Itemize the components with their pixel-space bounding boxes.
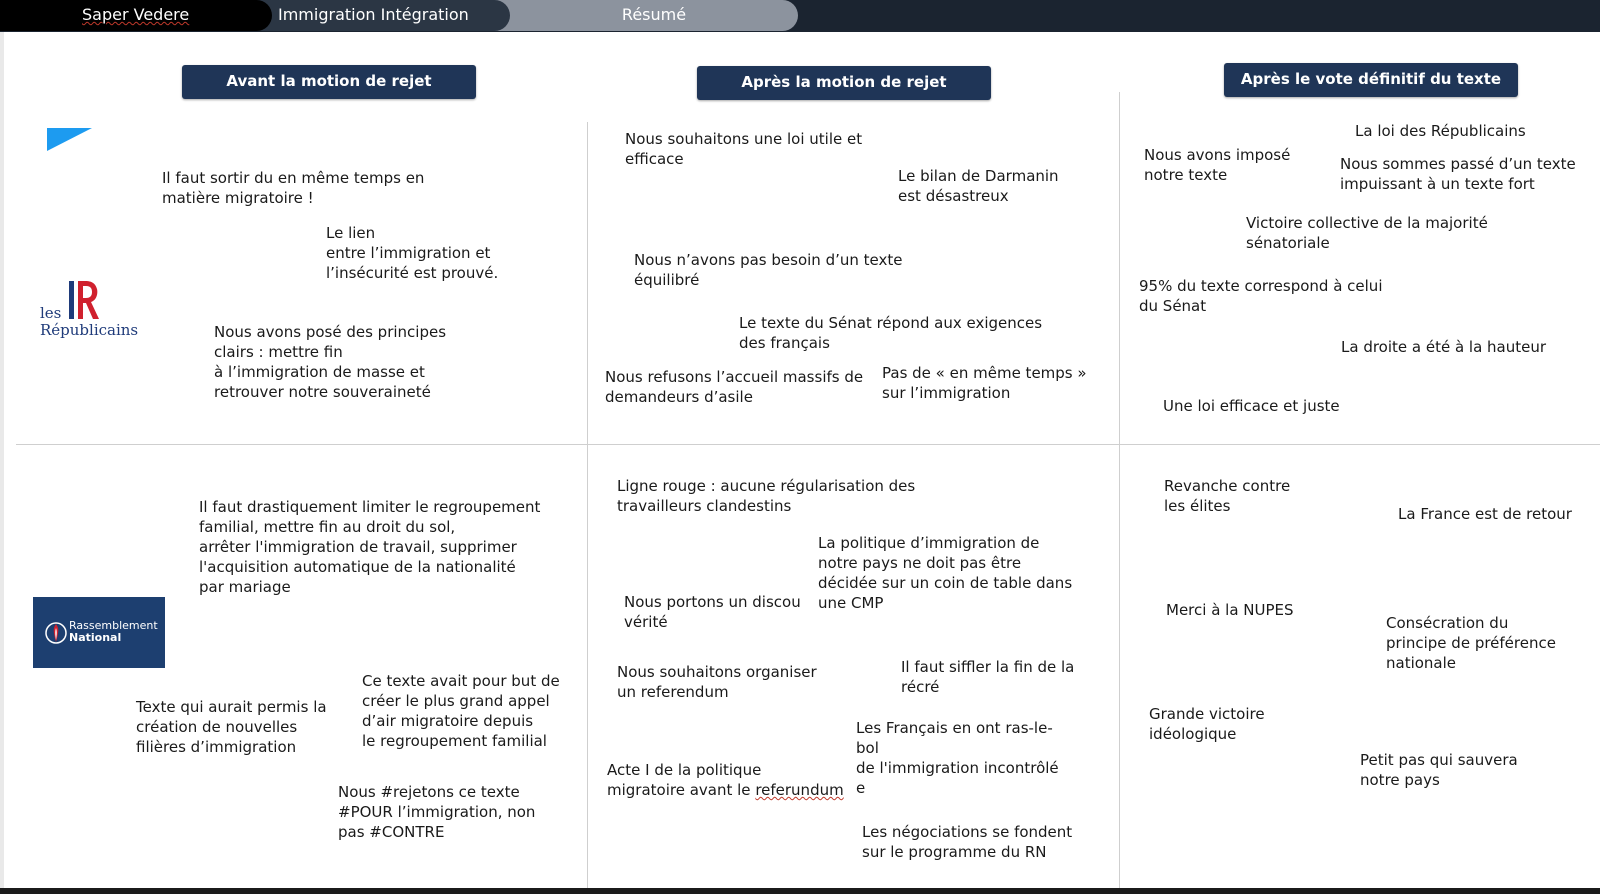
- column-divider-1: [587, 122, 588, 888]
- quote-rn-after-3: Nous portons un discou vérité: [624, 593, 801, 631]
- quote-rn-before-1: Il faut drastiquement limiter le regroupement familial, mettre fin au droit du sol, arrêter l'immigration de travail, supprimer l'acquisition automatique de la nationalité par mariage: [199, 498, 541, 596]
- quote-lr-final-2: Nous avons imposé notre texte: [1144, 146, 1291, 184]
- quote-lr-final-7: Une loi efficace et juste: [1163, 397, 1340, 415]
- tab-saper-vedere-label: Saper Vedere: [82, 5, 190, 24]
- quote-lr-final-3: Nous sommes passé d’un texte impuissant à un texte fort: [1340, 155, 1576, 193]
- rn-logo: [33, 597, 165, 668]
- quote-lr-after-5: Nous refusons l’accueil massifs de demandeurs d’asile: [605, 368, 864, 406]
- tab-immigration-integration[interactable]: [248, 0, 510, 31]
- quote-rn-after-5: Il faut siffler la fin de la récré: [901, 658, 1075, 696]
- quote-rn-after-4: Nous souhaitons organiser un referendum: [617, 663, 817, 701]
- quote-lr-after-6: Pas de « en même temps » sur l’immigration: [882, 364, 1087, 402]
- quote-lr-after-1: Nous souhaitons une loi utile et efficace: [625, 130, 863, 168]
- lr-logo-republicains: Républicains: [40, 321, 139, 339]
- quote-lr-after-3: Nous n’avons pas besoin d’un texte équilibré: [634, 251, 903, 289]
- left-edge: [0, 32, 4, 894]
- quote-rn-final-5: Grande victoire idéologique: [1149, 705, 1265, 743]
- row-divider: [16, 444, 1600, 445]
- quote-rn-before-3: Texte qui aurait permis la création de nouvelles filières d’immigration: [136, 698, 327, 756]
- lr-logo-icon: [66, 279, 100, 321]
- tab-resume-label: Résumé: [621, 5, 687, 24]
- rn-flame-icon: [45, 616, 67, 650]
- quote-lr-before-3: Nous avons posé des principes clairs : mettre fin à l’immigration de masse et retrouver notre souveraineté: [214, 323, 447, 401]
- quote-rn-after-6: Les Français en ont ras-le- bol de l'immigration incontrôlé e: [856, 719, 1059, 797]
- quote-lr-final-1: La loi des Républicains: [1355, 122, 1526, 140]
- quote-rn-final-3: Merci à la NUPES: [1166, 601, 1294, 619]
- quote-rn-before-4: Nous #rejetons ce texte #POUR l’immigration, non pas #CONTRE: [338, 783, 536, 841]
- tab-saper-vedere[interactable]: [0, 0, 272, 31]
- quote-rn-after-2: La politique d’immigration de notre pays ne doit pas être décidée sur un coin de table dans une CMP: [818, 534, 1073, 612]
- quote-lr-final-6: La droite a été à la hauteur: [1341, 338, 1547, 356]
- bottom-bar: [0, 888, 1600, 894]
- rn-logo-line2: National: [69, 631, 122, 644]
- tab-immigration-integration-label: Immigration Intégration: [278, 5, 469, 24]
- quote-rn-after-7: Acte I de la politique migratoire avant le referundum: [607, 761, 844, 799]
- lr-logo-les: les: [40, 304, 62, 322]
- header-after-rejection: Après la motion de rejet: [697, 66, 991, 100]
- quote-rn-final-1: Revanche contre les élites: [1164, 477, 1291, 515]
- lr-flag-icon: [47, 126, 93, 152]
- quote-rn-after-1: Ligne rouge : aucune régularisation des travailleurs clandestins: [617, 477, 916, 515]
- header-after-final-vote: Après le vote définitif du texte: [1224, 63, 1518, 97]
- quote-lr-after-4: Le texte du Sénat répond aux exigences des français: [739, 314, 1043, 352]
- header-before-rejection: Avant la motion de rejet: [182, 65, 476, 99]
- quote-rn-after-8: Les négociations se fondent sur le programme du RN: [862, 823, 1073, 861]
- quote-lr-before-2: Le lien entre l’immigration et l’insécurité est prouvé.: [326, 224, 499, 282]
- quote-rn-final-2: La France est de retour: [1398, 505, 1572, 523]
- quote-lr-final-5: 95% du texte correspond à celui du Sénat: [1139, 277, 1383, 315]
- quote-lr-after-2: Le bilan de Darmanin est désastreux: [898, 167, 1059, 205]
- top-tab-bar: [0, 0, 1600, 32]
- quote-rn-before-2: Ce texte avait pour but de créer le plus grand appel d’air migratoire depuis le regroupement familial: [362, 672, 560, 750]
- tab-resume[interactable]: [480, 0, 798, 31]
- rn-logo-line1: Rassemblement: [69, 619, 158, 632]
- quote-rn-final-4: Consécration du principe de préférence nationale: [1386, 614, 1556, 672]
- quote-rn-final-6: Petit pas qui sauvera notre pays: [1360, 751, 1518, 789]
- quote-lr-before-1: Il faut sortir du en même temps en matière migratoire !: [162, 169, 425, 207]
- quote-lr-final-4: Victoire collective de la majorité sénatoriale: [1246, 214, 1488, 252]
- column-divider-2: [1119, 92, 1120, 888]
